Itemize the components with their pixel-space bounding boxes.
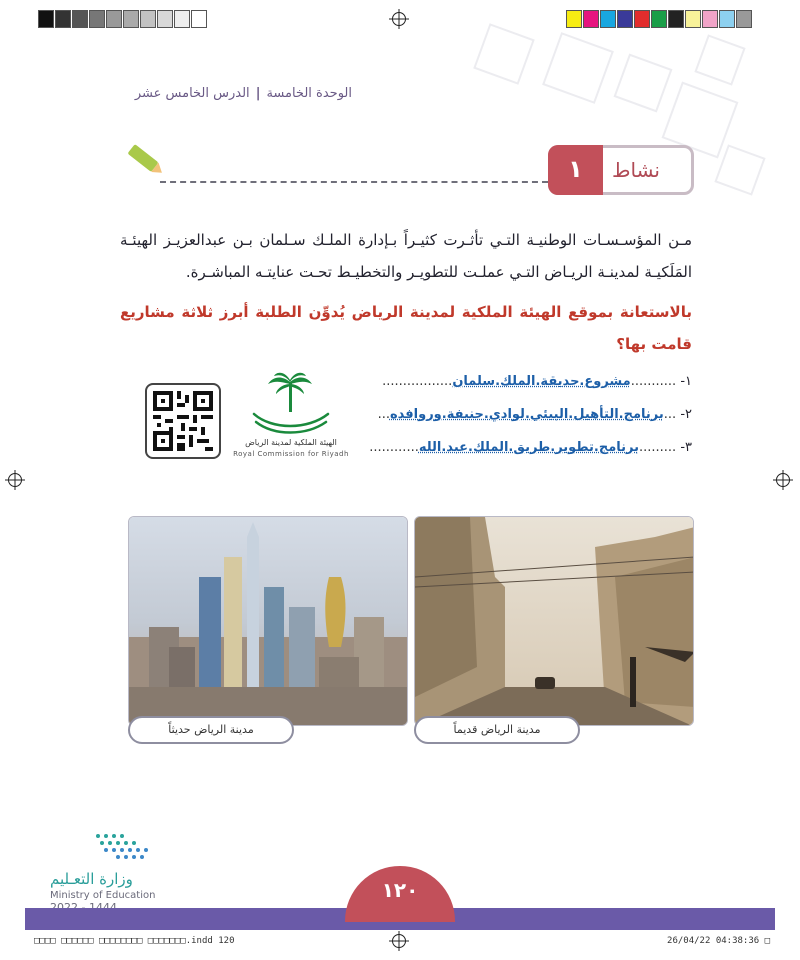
answer-dots: ................. bbox=[382, 374, 453, 389]
answer-number: ١- bbox=[680, 374, 692, 389]
answer-dots: ........... bbox=[630, 374, 677, 389]
caption-old-riyadh: مدينة الرياض قديماً bbox=[414, 716, 580, 744]
answer-item bbox=[350, 438, 692, 471]
answer-text: مشروع.حديقة.الملك.سلمان bbox=[452, 374, 631, 389]
qr-code-pattern bbox=[153, 391, 213, 451]
ministry-arabic-name: وزارة التعـليم bbox=[50, 870, 133, 888]
decorative-square bbox=[714, 144, 765, 195]
modern-riyadh-photo bbox=[128, 516, 408, 726]
answer-item bbox=[350, 372, 692, 405]
footer-timestamp: 26/04/22 04:38:36 □ bbox=[667, 936, 770, 946]
logo-english-text: Royal Commission for Riyadh bbox=[233, 450, 349, 458]
dashed-divider bbox=[160, 181, 548, 183]
decorative-square bbox=[614, 54, 673, 113]
answer-number: ٣- bbox=[680, 440, 692, 455]
modern-riyadh-illustration bbox=[129, 517, 408, 726]
registration-mark-icon bbox=[776, 473, 790, 487]
pencil-icon bbox=[127, 144, 158, 172]
activity-number: ١ bbox=[548, 145, 603, 195]
footer-filename: □□□□ □□□□□□ □□□□□□□□ □□□□□□□.indd 120 bbox=[34, 936, 235, 946]
ministry-logo-dots bbox=[48, 830, 158, 868]
lesson-header bbox=[135, 86, 352, 101]
answer-number: ٢- bbox=[680, 407, 692, 422]
answer-text: برنامج.تطوير.طريق.الملك.عبد.الله bbox=[418, 440, 639, 455]
answer-text: برنامج.التأهيل.البيئي.لوادي.حنيفة.وروافده bbox=[389, 407, 664, 422]
answer-list bbox=[350, 372, 692, 471]
decorative-square bbox=[473, 23, 535, 85]
header-separator: | bbox=[255, 86, 261, 101]
royal-commission-logo bbox=[232, 370, 350, 462]
intro-paragraph: مـن المؤسـسـات الوطنيـة التـي تأثـرت كثيـراً بـإدارة الملـك سـلمان بـن عبدالعزيـز الهيئـة المَلَكيـة لمدينـة الريـاض التـي عملـت للتطويـر والتخطيـط تحـت عنايتـه المباشـرة. bbox=[120, 231, 692, 281]
qr-code[interactable] bbox=[145, 383, 221, 459]
answer-dots: ... bbox=[377, 407, 390, 422]
old-riyadh-photo bbox=[414, 516, 694, 726]
color-calibration-bar bbox=[566, 10, 753, 28]
answer-dots: ... bbox=[663, 407, 677, 422]
page-number: ١٢٠ bbox=[345, 866, 455, 922]
answer-dots: ............ bbox=[369, 440, 419, 455]
old-riyadh-illustration bbox=[415, 517, 694, 726]
caption-modern-riyadh: مدينة الرياض حديثاً bbox=[128, 716, 294, 744]
registration-mark-icon bbox=[8, 473, 22, 487]
decorative-square bbox=[694, 34, 745, 85]
activity-label: نشاط bbox=[612, 158, 660, 182]
registration-mark-icon bbox=[392, 12, 406, 26]
logo-arabic-text: الهيئة الملكية لمدينة الرياض bbox=[245, 438, 337, 447]
activity-question: بالاستعانة بموقع الهيئة الملكية لمدينة الرياض يُدوِّن الطلبة أبرز ثلاثة مشاريع قامت بها؟ bbox=[120, 303, 692, 353]
ministry-english-name: Ministry of Education bbox=[50, 890, 156, 901]
lesson-label: الدرس الخامس عشر bbox=[134, 86, 250, 101]
registration-mark-icon bbox=[392, 934, 406, 948]
gray-calibration-bar bbox=[38, 10, 208, 28]
decorative-square bbox=[542, 32, 614, 104]
answer-dots: ......... bbox=[638, 440, 677, 455]
answer-item bbox=[350, 405, 692, 438]
unit-label: الوحدة الخامسة bbox=[266, 86, 352, 101]
